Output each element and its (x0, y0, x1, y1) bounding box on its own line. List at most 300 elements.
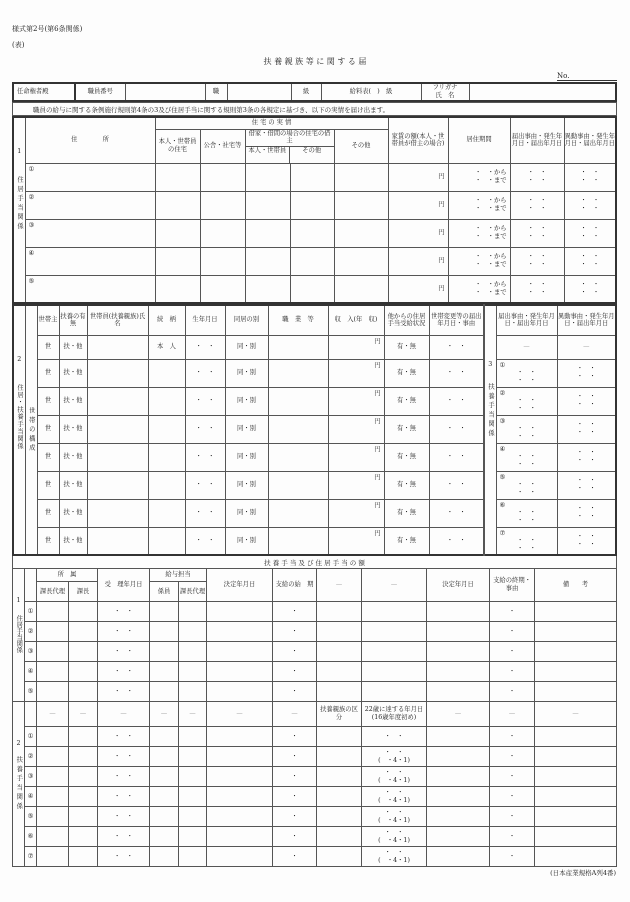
manager-seal[interactable] (69, 682, 98, 702)
clerk-seal[interactable] (150, 602, 179, 622)
head-field[interactable]: 世 (37, 387, 59, 415)
own-home-field[interactable] (155, 191, 200, 219)
other-field[interactable] (334, 275, 388, 303)
remarks-field[interactable] (535, 642, 617, 662)
rented-other-field[interactable] (290, 191, 334, 219)
household-change-field[interactable]: ・ ・ (429, 415, 484, 443)
received-date[interactable]: ・ ・ (98, 662, 150, 682)
category-field[interactable] (317, 787, 362, 807)
f[interactable] (427, 827, 490, 847)
decision-date[interactable] (207, 622, 273, 642)
payment-end[interactable]: ・ (490, 682, 535, 702)
f[interactable] (179, 727, 207, 747)
age22-field[interactable] (362, 767, 427, 787)
income-field[interactable]: 円 (328, 359, 384, 387)
s3-change-field[interactable] (557, 471, 616, 499)
f[interactable] (37, 847, 69, 867)
head-field[interactable]: 世 (37, 471, 59, 499)
sub-manager2-seal[interactable] (179, 662, 207, 682)
period-field[interactable] (448, 275, 510, 303)
birth-field[interactable]: ・ ・ (185, 335, 225, 359)
f[interactable] (150, 767, 179, 787)
rent-field[interactable]: 円 (388, 191, 448, 219)
cohabit-field[interactable]: 同・別 (225, 359, 268, 387)
f[interactable] (179, 847, 207, 867)
head-field[interactable]: 世 (37, 443, 59, 471)
received-date[interactable]: ・ ・ (98, 682, 150, 702)
payment-end[interactable]: ・ (490, 642, 535, 662)
f[interactable] (37, 767, 69, 787)
birth-field[interactable]: ・ ・ (185, 443, 225, 471)
own-home-field[interactable] (155, 219, 200, 247)
received-date[interactable]: ・ ・ (98, 727, 150, 747)
birth-field[interactable]: ・ ・ (185, 415, 225, 443)
remarks-field[interactable] (535, 602, 617, 622)
f[interactable] (150, 747, 179, 767)
f[interactable] (37, 747, 69, 767)
f[interactable] (179, 767, 207, 787)
cohabit-field[interactable]: 同・別 (225, 499, 268, 527)
category-field[interactable] (317, 727, 362, 747)
category-field[interactable] (317, 847, 362, 867)
relation-field[interactable] (148, 499, 185, 527)
received-date[interactable]: ・ ・ (98, 747, 150, 767)
address-field[interactable]: ③ (25, 219, 155, 247)
f[interactable] (150, 827, 179, 847)
col2[interactable] (362, 642, 427, 662)
f[interactable] (427, 847, 490, 867)
report-field[interactable] (510, 247, 564, 275)
f[interactable] (427, 787, 490, 807)
address-field[interactable]: ① (25, 163, 155, 191)
household-change-field[interactable]: ・ ・ (429, 499, 484, 527)
address-field[interactable]: ④ (25, 247, 155, 275)
rented-self-field[interactable] (245, 191, 290, 219)
head-field[interactable]: 世 (37, 527, 59, 555)
dependent-field[interactable]: 扶・他 (59, 415, 87, 443)
other-allowance-field[interactable]: 有・無 (384, 359, 429, 387)
income-field[interactable]: 円 (328, 499, 384, 527)
payment-end[interactable]: ・ (490, 847, 535, 867)
cohabit-field[interactable]: 同・別 (225, 415, 268, 443)
payment-start[interactable]: ・ (273, 847, 317, 867)
occupation-field[interactable] (268, 527, 328, 555)
rented-other-field[interactable] (290, 219, 334, 247)
occupation-field[interactable] (268, 387, 328, 415)
decision-date[interactable] (207, 662, 273, 682)
own-home-field[interactable] (155, 247, 200, 275)
head-field[interactable]: 世 (37, 359, 59, 387)
report-field[interactable] (510, 275, 564, 303)
occupation-field[interactable] (268, 443, 328, 471)
public-field[interactable] (200, 191, 245, 219)
manager-seal[interactable] (69, 602, 98, 622)
f[interactable] (207, 807, 273, 827)
remarks-field[interactable] (535, 682, 617, 702)
age22-field[interactable] (362, 847, 427, 867)
payment-start[interactable]: ・ (273, 662, 317, 682)
category-field[interactable] (317, 807, 362, 827)
f[interactable] (427, 807, 490, 827)
own-home-field[interactable] (155, 163, 200, 191)
other-allowance-field[interactable]: 有・無 (384, 443, 429, 471)
payment-end[interactable]: ・ (490, 767, 535, 787)
occupation-field[interactable] (268, 415, 328, 443)
period-field[interactable] (448, 219, 510, 247)
member-name-field[interactable] (87, 359, 148, 387)
s3-report-field[interactable] (496, 387, 557, 415)
sub-manager-seal[interactable] (37, 662, 69, 682)
s3-report-field[interactable] (496, 415, 557, 443)
age22-field[interactable] (362, 747, 427, 767)
income-field[interactable]: 円 (328, 471, 384, 499)
income-field[interactable]: 円 (328, 335, 384, 359)
other-field[interactable] (334, 163, 388, 191)
payment-start[interactable]: ・ (273, 602, 317, 622)
f[interactable] (207, 747, 273, 767)
f[interactable] (179, 807, 207, 827)
occupation-field[interactable] (268, 499, 328, 527)
salary-table-field[interactable]: 給料表( ) 級 (321, 83, 421, 101)
s3-change-field[interactable] (557, 527, 616, 555)
date-dots: ・ ・ (517, 537, 536, 545)
f[interactable] (207, 847, 273, 867)
received-date[interactable]: ・ ・ (98, 847, 150, 867)
address-field[interactable]: ② (25, 191, 155, 219)
change-field[interactable] (564, 191, 616, 219)
col2[interactable] (362, 682, 427, 702)
decision2-date[interactable] (427, 662, 490, 682)
household-change-field[interactable]: ・ ・ (429, 335, 484, 359)
col2[interactable] (362, 662, 427, 682)
f[interactable] (37, 787, 69, 807)
f[interactable] (150, 727, 179, 747)
dependent-field[interactable]: 扶・他 (59, 387, 87, 415)
payment-end[interactable]: ・ (490, 662, 535, 682)
remarks-field[interactable] (535, 747, 617, 767)
decision2-date[interactable] (427, 642, 490, 662)
col2[interactable] (362, 602, 427, 622)
change-field[interactable] (564, 275, 616, 303)
f[interactable] (179, 747, 207, 767)
f[interactable] (179, 827, 207, 847)
f[interactable] (150, 807, 179, 827)
s3-report-field[interactable] (496, 443, 557, 471)
received-date[interactable]: ・ ・ (98, 622, 150, 642)
f[interactable] (37, 807, 69, 827)
row-number: ⑥ (25, 827, 37, 847)
other-allowance-field[interactable]: 有・無 (384, 527, 429, 555)
income-field[interactable]: 円 (328, 387, 384, 415)
f[interactable] (207, 827, 273, 847)
head-field[interactable]: 世 (37, 335, 59, 359)
cohabit-field[interactable]: 同・別 (225, 443, 268, 471)
change-field[interactable] (564, 219, 616, 247)
age22-field[interactable]: ・ ・ (362, 727, 427, 747)
category-field[interactable] (317, 767, 362, 787)
income-field[interactable]: 円 (328, 415, 384, 443)
sub-manager2-seal[interactable] (179, 642, 207, 662)
public-field[interactable] (200, 275, 245, 303)
clerk-seal[interactable] (150, 682, 179, 702)
f[interactable] (37, 727, 69, 747)
other-field[interactable] (334, 247, 388, 275)
dependent-field[interactable]: 扶・他 (59, 527, 87, 555)
col1[interactable] (317, 682, 362, 702)
rented-self-field[interactable] (245, 247, 290, 275)
cohabit-field[interactable]: 同・別 (225, 387, 268, 415)
rent-field[interactable]: 円 (388, 275, 448, 303)
public-field[interactable] (200, 219, 245, 247)
cohabit-field[interactable]: 同・別 (225, 335, 268, 359)
relation-field[interactable] (148, 527, 185, 555)
manager-seal[interactable] (69, 622, 98, 642)
housing-row (13, 219, 616, 247)
public-field[interactable] (200, 247, 245, 275)
rent-field[interactable]: 円 (388, 247, 448, 275)
remarks-field[interactable] (535, 787, 617, 807)
income-field[interactable]: 円 (328, 443, 384, 471)
birth-field[interactable]: ・ ・ (185, 387, 225, 415)
col1[interactable] (317, 602, 362, 622)
report-field[interactable] (510, 219, 564, 247)
other-allowance-field[interactable]: 有・無 (384, 415, 429, 443)
f[interactable] (427, 747, 490, 767)
household-change-field[interactable]: ・ ・ (429, 387, 484, 415)
f[interactable] (69, 787, 98, 807)
s3-report-field[interactable] (496, 499, 557, 527)
relation-field[interactable] (148, 359, 185, 387)
sub-manager2-seal[interactable] (179, 602, 207, 622)
remarks-field[interactable] (535, 662, 617, 682)
category-field[interactable] (317, 827, 362, 847)
payment-start[interactable]: ・ (273, 622, 317, 642)
payment-end[interactable]: ・ (490, 807, 535, 827)
sub-manager-seal[interactable] (37, 682, 69, 702)
cohabit-field[interactable]: 同・別 (225, 527, 268, 555)
other-field[interactable] (334, 191, 388, 219)
period-field[interactable] (448, 191, 510, 219)
decision-date[interactable] (207, 682, 273, 702)
report-field[interactable] (510, 163, 564, 191)
member-name-field[interactable] (87, 471, 148, 499)
rented-self-field[interactable] (245, 219, 290, 247)
f[interactable] (69, 767, 98, 787)
rented-other-field[interactable] (290, 163, 334, 191)
f[interactable] (179, 787, 207, 807)
s3-change-field[interactable] (557, 415, 616, 443)
remarks-field[interactable] (535, 622, 617, 642)
decision-header: 決定年月日 (207, 569, 273, 602)
change-field[interactable] (564, 163, 616, 191)
other-field[interactable] (334, 219, 388, 247)
occupation-field[interactable] (268, 471, 328, 499)
occupation-field[interactable] (268, 335, 328, 359)
f[interactable] (150, 847, 179, 867)
f[interactable] (69, 747, 98, 767)
f[interactable] (69, 807, 98, 827)
f[interactable] (150, 787, 179, 807)
relation-field[interactable] (148, 387, 185, 415)
head-field[interactable]: 世 (37, 499, 59, 527)
f[interactable] (427, 767, 490, 787)
payment-start[interactable]: ・ (273, 807, 317, 827)
remarks-field[interactable] (535, 807, 617, 827)
sub-manager-seal[interactable] (37, 602, 69, 622)
decision2-date[interactable] (427, 602, 490, 622)
received-date[interactable]: ・ ・ (98, 767, 150, 787)
member-name-field[interactable] (87, 415, 148, 443)
member-name-field[interactable] (87, 335, 148, 359)
period-field[interactable] (448, 163, 510, 191)
received-date[interactable]: ・ ・ (98, 807, 150, 827)
household-change-field[interactable]: ・ ・ (429, 471, 484, 499)
manager-seal[interactable] (69, 662, 98, 682)
report-field[interactable] (510, 191, 564, 219)
change-field[interactable] (564, 247, 616, 275)
birth-field[interactable]: ・ ・ (185, 527, 225, 555)
relation-field[interactable]: 本 人 (148, 335, 185, 359)
birth-field[interactable]: ・ ・ (185, 471, 225, 499)
received-date[interactable]: ・ ・ (98, 827, 150, 847)
occupation-field[interactable] (268, 359, 328, 387)
f[interactable] (69, 847, 98, 867)
staff-no-field[interactable] (125, 83, 205, 101)
payment-end[interactable]: ・ (490, 787, 535, 807)
birth-field[interactable]: ・ ・ (185, 359, 225, 387)
own-home-field[interactable] (155, 275, 200, 303)
member-name-field[interactable] (87, 387, 148, 415)
other-allowance-field[interactable]: 有・無 (384, 471, 429, 499)
head-field[interactable]: 世 (37, 415, 59, 443)
dependent-field[interactable]: 扶・他 (59, 443, 87, 471)
s3-change-field[interactable] (557, 443, 616, 471)
other-allowance-field[interactable]: 有・無 (384, 387, 429, 415)
decision2-date[interactable] (427, 622, 490, 642)
received-date[interactable]: ・ ・ (98, 642, 150, 662)
member-name-field[interactable] (87, 499, 148, 527)
f[interactable] (69, 727, 98, 747)
date-line: ・ ・ (384, 788, 404, 796)
s3-report-field[interactable] (496, 471, 557, 499)
other-allowance-field[interactable]: 有・無 (384, 335, 429, 359)
remarks-field[interactable] (535, 827, 617, 847)
f[interactable] (207, 767, 273, 787)
sub-manager2-seal[interactable] (179, 622, 207, 642)
payment-start[interactable]: ・ (273, 727, 317, 747)
relation-field[interactable] (148, 415, 185, 443)
dependent-field[interactable]: 扶・他 (59, 335, 87, 359)
col1[interactable] (317, 622, 362, 642)
sub-manager-seal[interactable] (37, 642, 69, 662)
remarks-field[interactable] (535, 727, 617, 747)
member-name-field[interactable] (87, 443, 148, 471)
payment-start[interactable]: ・ (273, 827, 317, 847)
household-change-field[interactable]: ・ ・ (429, 527, 484, 555)
payment-start[interactable]: ・ (273, 767, 317, 787)
s3-report-field[interactable] (496, 527, 557, 555)
payment-end[interactable]: ・ (490, 622, 535, 642)
remarks-field[interactable] (535, 767, 617, 787)
rented-self-field[interactable] (245, 275, 290, 303)
relation-field[interactable] (148, 443, 185, 471)
decision2-date[interactable] (427, 682, 490, 702)
other-allowance-field[interactable]: 有・無 (384, 499, 429, 527)
dependent-field[interactable]: 扶・他 (59, 359, 87, 387)
affiliation-header: 所 属 (37, 569, 98, 582)
dependent-field[interactable]: 扶・他 (59, 471, 87, 499)
rented-other-field[interactable] (290, 275, 334, 303)
household-change-field[interactable]: ・ ・ (429, 359, 484, 387)
col2[interactable] (362, 622, 427, 642)
f[interactable] (207, 727, 273, 747)
decision-date[interactable] (207, 642, 273, 662)
received-date[interactable]: ・ ・ (98, 602, 150, 622)
rented-self-field[interactable] (245, 163, 290, 191)
payment-end[interactable]: ・ (490, 602, 535, 622)
address-field[interactable]: ⑤ (25, 275, 155, 303)
payment-start[interactable]: ・ (273, 642, 317, 662)
clerk-seal[interactable] (150, 622, 179, 642)
payment-start[interactable]: ・ (273, 787, 317, 807)
rent-field[interactable]: 円 (388, 163, 448, 191)
col1[interactable] (317, 662, 362, 682)
s3-change-field[interactable] (557, 387, 616, 415)
manager-seal[interactable] (69, 642, 98, 662)
payment-end[interactable]: ・ (490, 827, 535, 847)
form-number[interactable] (557, 72, 617, 81)
decision-date[interactable] (207, 602, 273, 622)
age22-field[interactable] (362, 787, 427, 807)
received-date[interactable]: ・ ・ (98, 787, 150, 807)
payment-start[interactable]: ・ (273, 682, 317, 702)
f[interactable] (69, 827, 98, 847)
dependent-field[interactable]: 扶・他 (59, 499, 87, 527)
payment-end[interactable]: ・ (490, 727, 535, 747)
birth-field[interactable]: ・ ・ (185, 499, 225, 527)
f[interactable] (207, 787, 273, 807)
payment-end[interactable]: ・ (490, 747, 535, 767)
s3-report-field[interactable] (496, 359, 557, 387)
category-field[interactable] (317, 747, 362, 767)
household-change-field[interactable]: ・ ・ (429, 443, 484, 471)
clerk-seal[interactable] (150, 662, 179, 682)
f[interactable] (37, 827, 69, 847)
col1[interactable] (317, 642, 362, 662)
sub-manager-seal[interactable] (37, 622, 69, 642)
income-field[interactable]: 円 (328, 527, 384, 555)
cohabit-field[interactable]: 同・別 (225, 471, 268, 499)
age22-field[interactable] (362, 807, 427, 827)
post-field[interactable] (227, 83, 291, 101)
payment-start[interactable]: ・ (273, 747, 317, 767)
member-name-field[interactable] (87, 527, 148, 555)
s3-change-field[interactable] (557, 359, 616, 387)
relation-field[interactable] (148, 471, 185, 499)
age22-field[interactable] (362, 827, 427, 847)
period-field[interactable] (448, 247, 510, 275)
remarks-field[interactable] (535, 847, 617, 867)
sub-manager2-seal[interactable] (179, 682, 207, 702)
s3-change-field[interactable] (557, 499, 616, 527)
public-field[interactable] (200, 163, 245, 191)
name-field[interactable] (469, 83, 616, 101)
f[interactable] (427, 727, 490, 747)
clerk-seal[interactable] (150, 642, 179, 662)
household-change-header: 世帯変更等の届出年月日・事由 (429, 305, 484, 335)
rented-other-field[interactable] (290, 247, 334, 275)
rent-field[interactable]: 円 (388, 219, 448, 247)
